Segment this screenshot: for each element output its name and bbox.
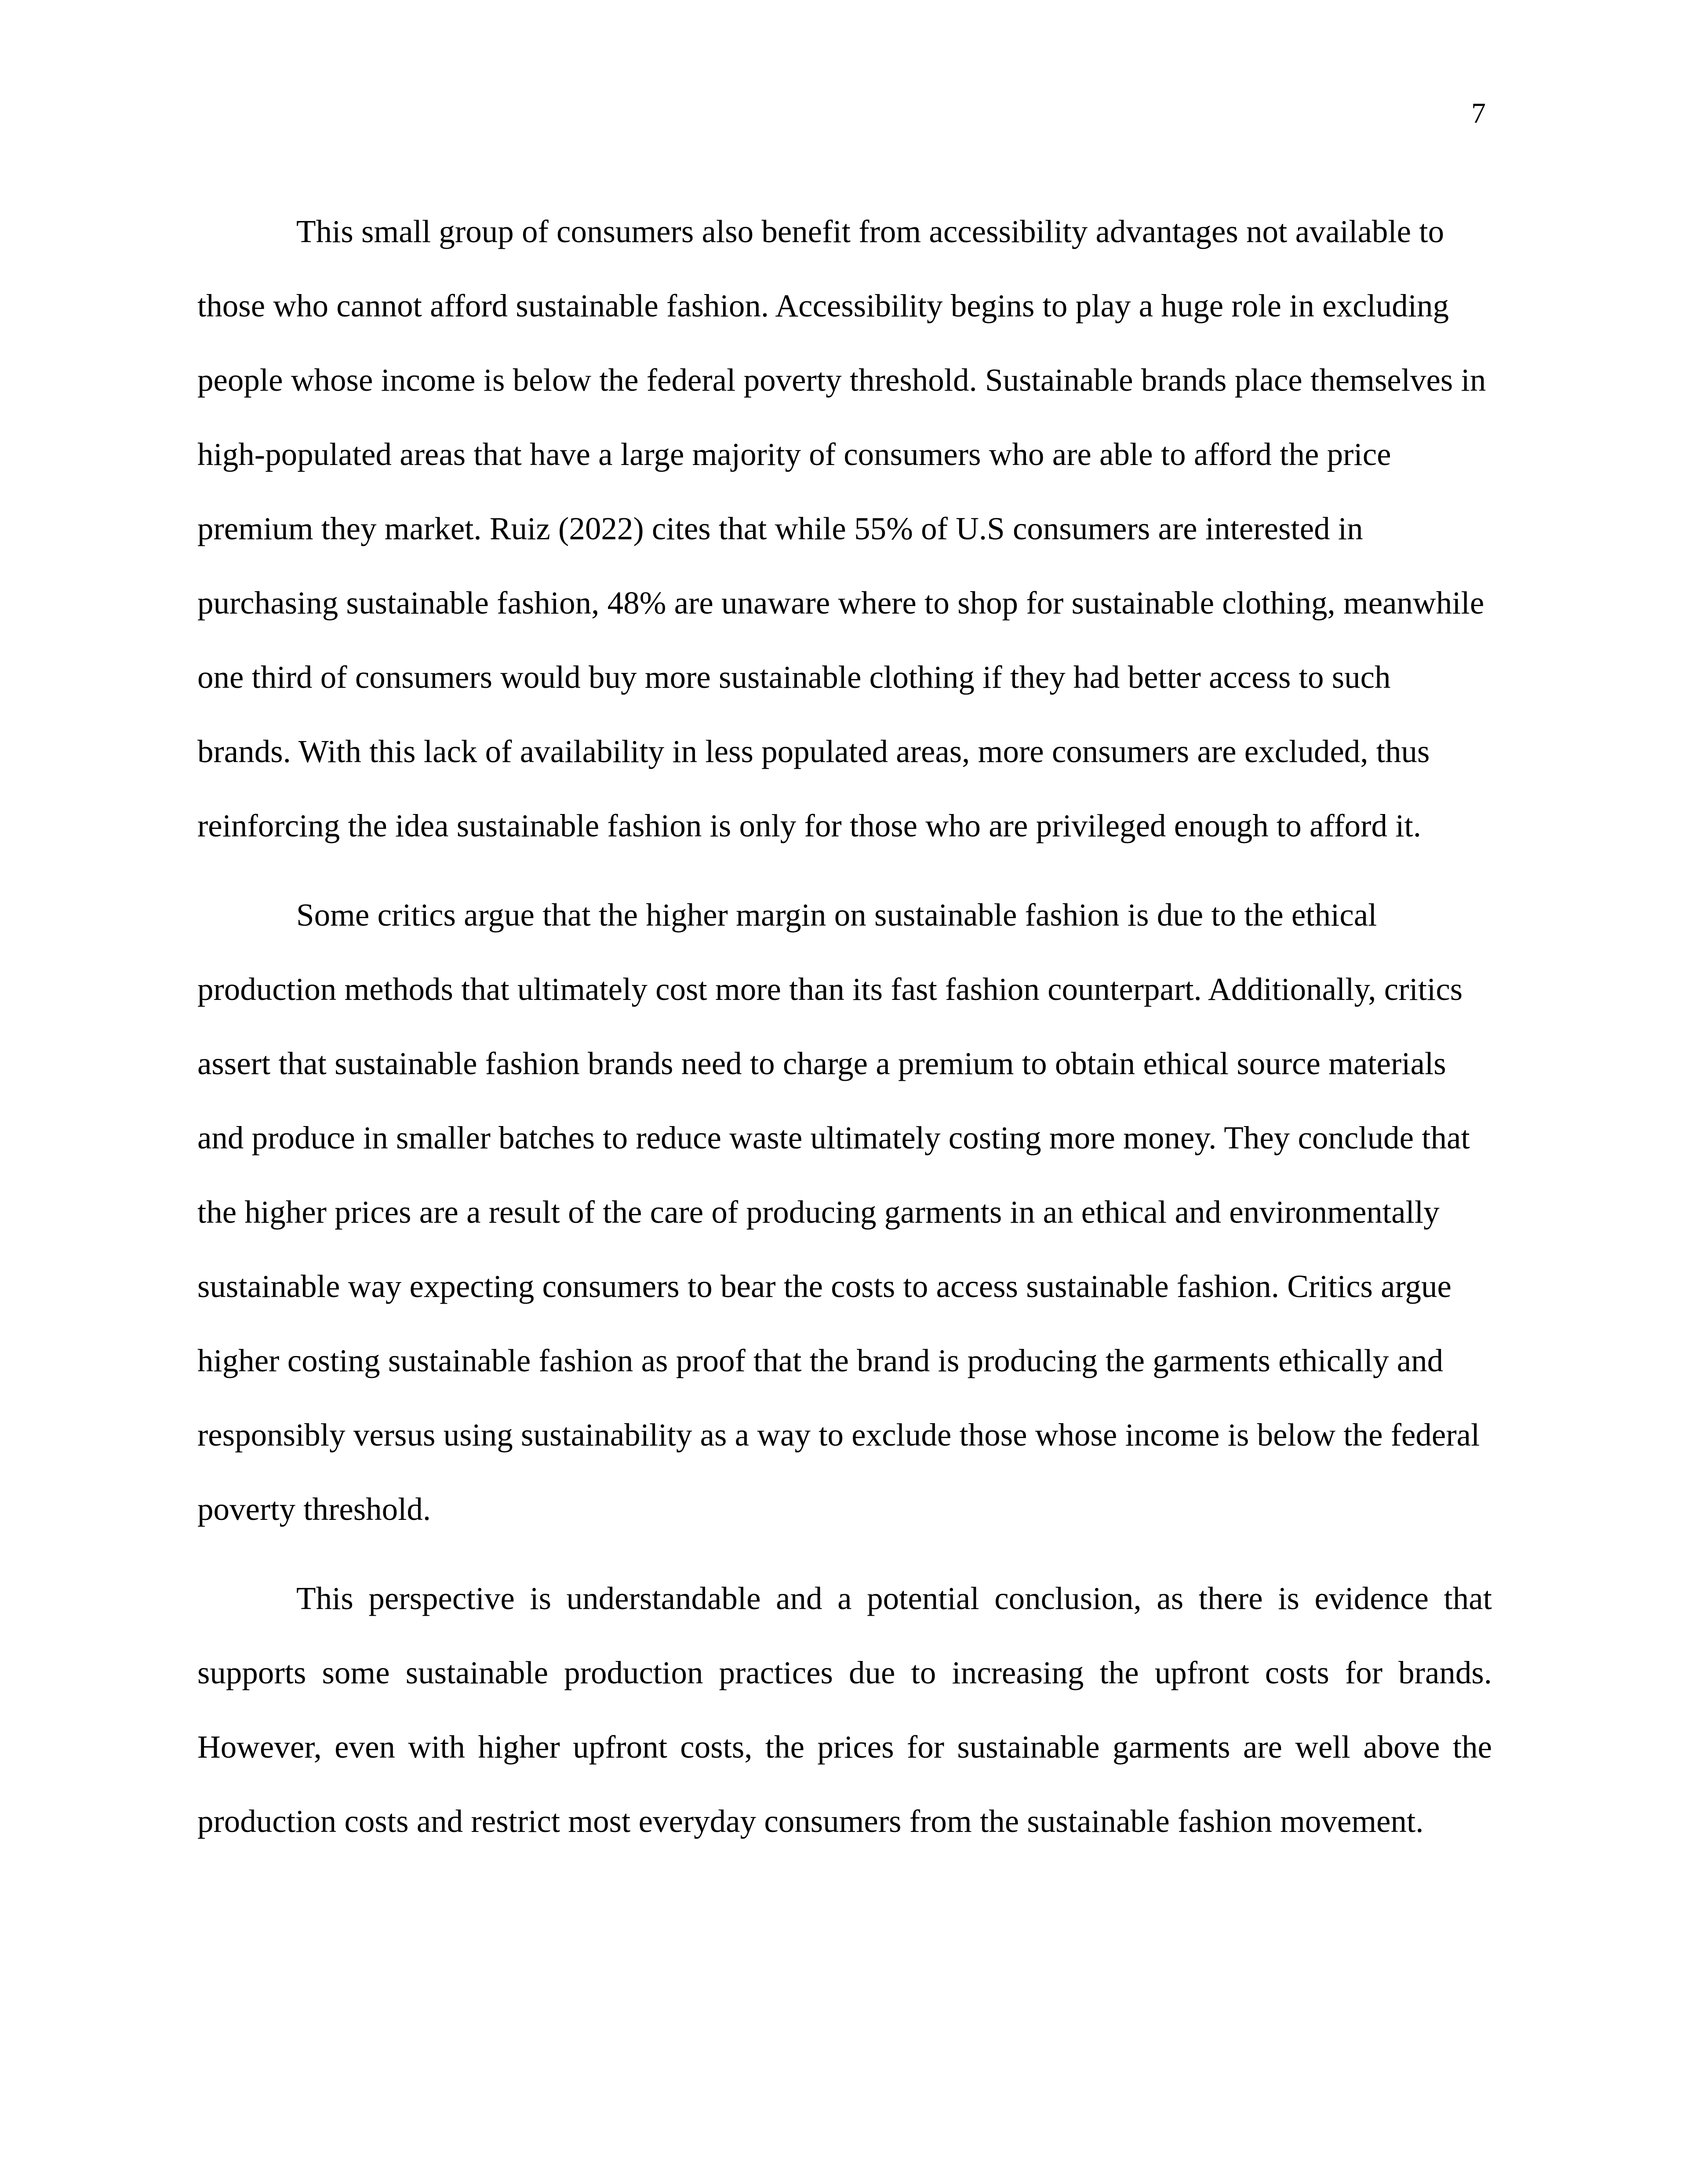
paragraph-critics-argument: Some critics argue that the higher margin on sustainable fashion is due to the ethical production methods that ultimately cost more than its fast fashion counterpart. Additionally, critics assert that sustainable fashion brands need to charge a premium to obtain ethical source materials and produce in smaller batches to reduce waste ultimately costing more money. They conclude that the higher prices are a result of the care of producing garments in an ethical and environmentally sustainable way expecting consumers to bear the costs to access sustainable fashion. Critics argue higher costing sustainable fashion as proof that the brand is producing the garments ethically and responsibly versus using sustainability as a way to exclude those whose income is below the federal poverty threshold.: [197, 897, 1480, 1527]
page-number: 7: [1471, 97, 1486, 129]
paragraph-accessibility: This small group of consumers also benefit from accessibility advantages not available to those who cannot afford sustainable fashion. Accessibility begins to play a huge role in excluding people whose income is below the federal poverty threshold. Sustainable brands place themselves in high-populated areas that have a large majority of consumers who are able to afford the price premium they market. Ruiz (2022) cites that while 55% of U.S consumers are interested in purchasing sustainable fashion, 48% are unaware where to shop for sustainable clothing, meanwhile one third of consumers would buy more sustainable clothing if they had better access to such brands. With this lack of availability in less populated areas, more consumers are excluded, thus reinforcing the idea sustainable fashion is only for those who are privileged enough to afford it.: [197, 214, 1486, 843]
paragraph-perspective: This perspective is understandable and a potential conclusion, as there is evidence that supports some sustainable production practices due to increasing the upfront costs for brands. However, even with higher upfront costs, the prices for sustainable garments are well above the production costs and restrict most everyday consumers from the sustainable fashion movement.: [197, 1581, 1492, 1839]
document-body: [197, 194, 1492, 1858]
